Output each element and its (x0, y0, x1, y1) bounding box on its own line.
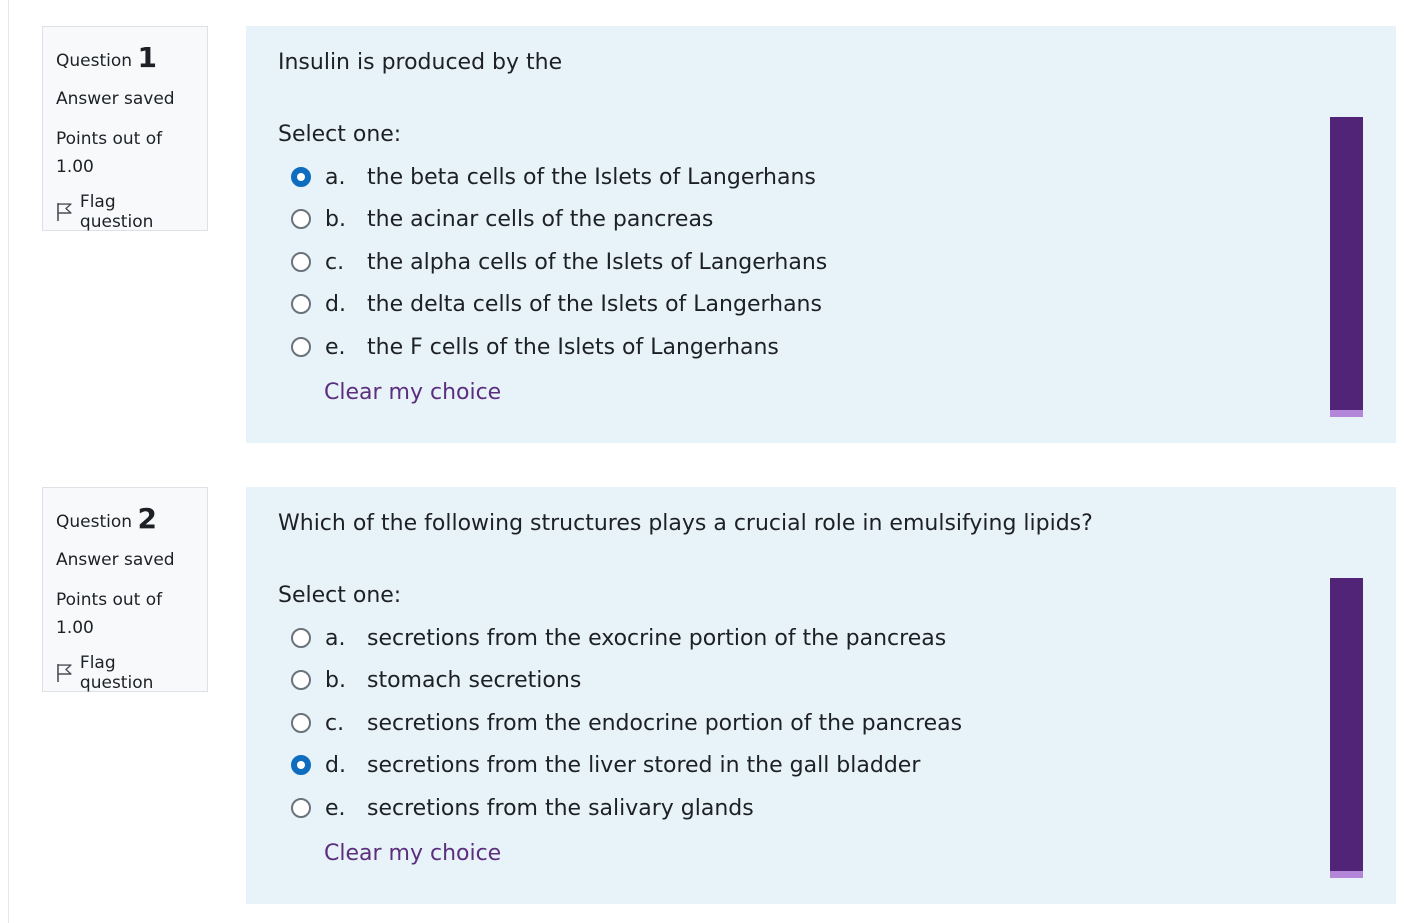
flag-question-label: Flag question (79, 652, 154, 694)
question-text: Which of the following structures plays a crucial role in emulsifying lipids? (278, 511, 1093, 536)
answer-letter: d. (325, 753, 346, 779)
radio-unchecked-icon[interactable] (291, 337, 311, 357)
question-info-1 (42, 26, 208, 231)
answer-text[interactable]: secretions from the endocrine portion of the pancreas (367, 710, 963, 736)
question-number-label: Question (56, 512, 133, 532)
answer-option-c[interactable] (291, 250, 827, 292)
answer-option-c[interactable] (291, 711, 962, 753)
question-grade (56, 586, 194, 642)
answer-list (291, 165, 827, 377)
clear-my-choice-link[interactable]: Clear my choice (324, 380, 502, 405)
radio-checked-icon[interactable] (291, 755, 311, 775)
answer-option-d[interactable] (291, 753, 962, 795)
question-grade (56, 125, 194, 181)
answer-letter: d. (325, 292, 346, 318)
radio-unchecked-icon[interactable] (291, 628, 311, 648)
answer-option-a[interactable] (291, 626, 962, 668)
select-one-prompt: Select one: (278, 122, 402, 147)
flag-question-button[interactable] (56, 653, 194, 694)
question-content-2 (246, 487, 1396, 904)
radio-checked-icon[interactable] (291, 167, 311, 187)
flag-question-button[interactable] (56, 192, 194, 233)
radio-unchecked-icon[interactable] (291, 670, 311, 690)
answer-text[interactable]: secretions from the exocrine portion of the pancreas (367, 626, 947, 651)
flag-icon (56, 663, 74, 683)
question-content-1 (246, 26, 1396, 443)
scrollbar[interactable] (1330, 578, 1363, 878)
answer-text[interactable]: the delta cells of the Islets of Langerhans (367, 292, 822, 318)
answer-letter: a. (325, 626, 346, 651)
answer-option-b[interactable] (291, 668, 962, 710)
select-one-prompt: Select one: (278, 583, 402, 608)
answer-text[interactable]: the alpha cells of the Islets of Langerhans (367, 249, 828, 275)
answer-option-a[interactable] (291, 165, 827, 207)
radio-unchecked-icon[interactable] (291, 798, 311, 818)
question-number-value: 1 (137, 41, 157, 74)
grade-value: 1.00 (56, 617, 94, 638)
radio-unchecked-icon[interactable] (291, 294, 311, 314)
answer-letter: c. (325, 249, 345, 275)
answer-letter: a. (325, 165, 346, 190)
answer-letter: b. (325, 207, 346, 233)
answer-text[interactable]: secretions from the liver stored in the gall bladder (367, 753, 921, 779)
scrollbar-end (1330, 871, 1363, 878)
page-left-edge (8, 0, 9, 923)
radio-unchecked-icon[interactable] (291, 252, 311, 272)
answer-letter: e. (325, 334, 346, 360)
answer-option-b[interactable] (291, 207, 827, 249)
flag-question-label: Flag question (79, 191, 154, 233)
answer-option-e[interactable] (291, 335, 827, 377)
answer-text[interactable]: the F cells of the Islets of Langerhans (367, 334, 779, 360)
question-info-2 (42, 487, 208, 692)
grade-label: Points out of (56, 589, 163, 610)
grade-label: Points out of (56, 128, 163, 149)
radio-unchecked-icon[interactable] (291, 713, 311, 733)
answer-option-e[interactable] (291, 796, 962, 838)
question-text: Insulin is produced by the (278, 50, 563, 75)
flag-icon (56, 202, 74, 222)
question-state: Answer saved (56, 549, 175, 570)
scrollbar[interactable] (1330, 117, 1363, 417)
question-number (56, 502, 194, 536)
answer-text[interactable]: the beta cells of the Islets of Langerhans (367, 165, 816, 190)
question-number (56, 41, 194, 75)
clear-my-choice-link[interactable]: Clear my choice (324, 841, 502, 866)
radio-unchecked-icon[interactable] (291, 209, 311, 229)
answer-option-d[interactable] (291, 292, 827, 334)
answer-letter: e. (325, 795, 346, 821)
answer-text[interactable]: the acinar cells of the pancreas (367, 207, 714, 233)
grade-value: 1.00 (56, 156, 94, 177)
answer-letter: c. (325, 710, 345, 736)
question-number-label: Question (56, 51, 133, 71)
answer-text[interactable]: stomach secretions (367, 668, 582, 694)
question-state: Answer saved (56, 88, 175, 109)
answer-letter: b. (325, 668, 346, 694)
answer-list (291, 626, 962, 838)
answer-text[interactable]: secretions from the salivary glands (367, 795, 754, 821)
question-number-value: 2 (137, 502, 157, 535)
scrollbar-end (1330, 410, 1363, 417)
